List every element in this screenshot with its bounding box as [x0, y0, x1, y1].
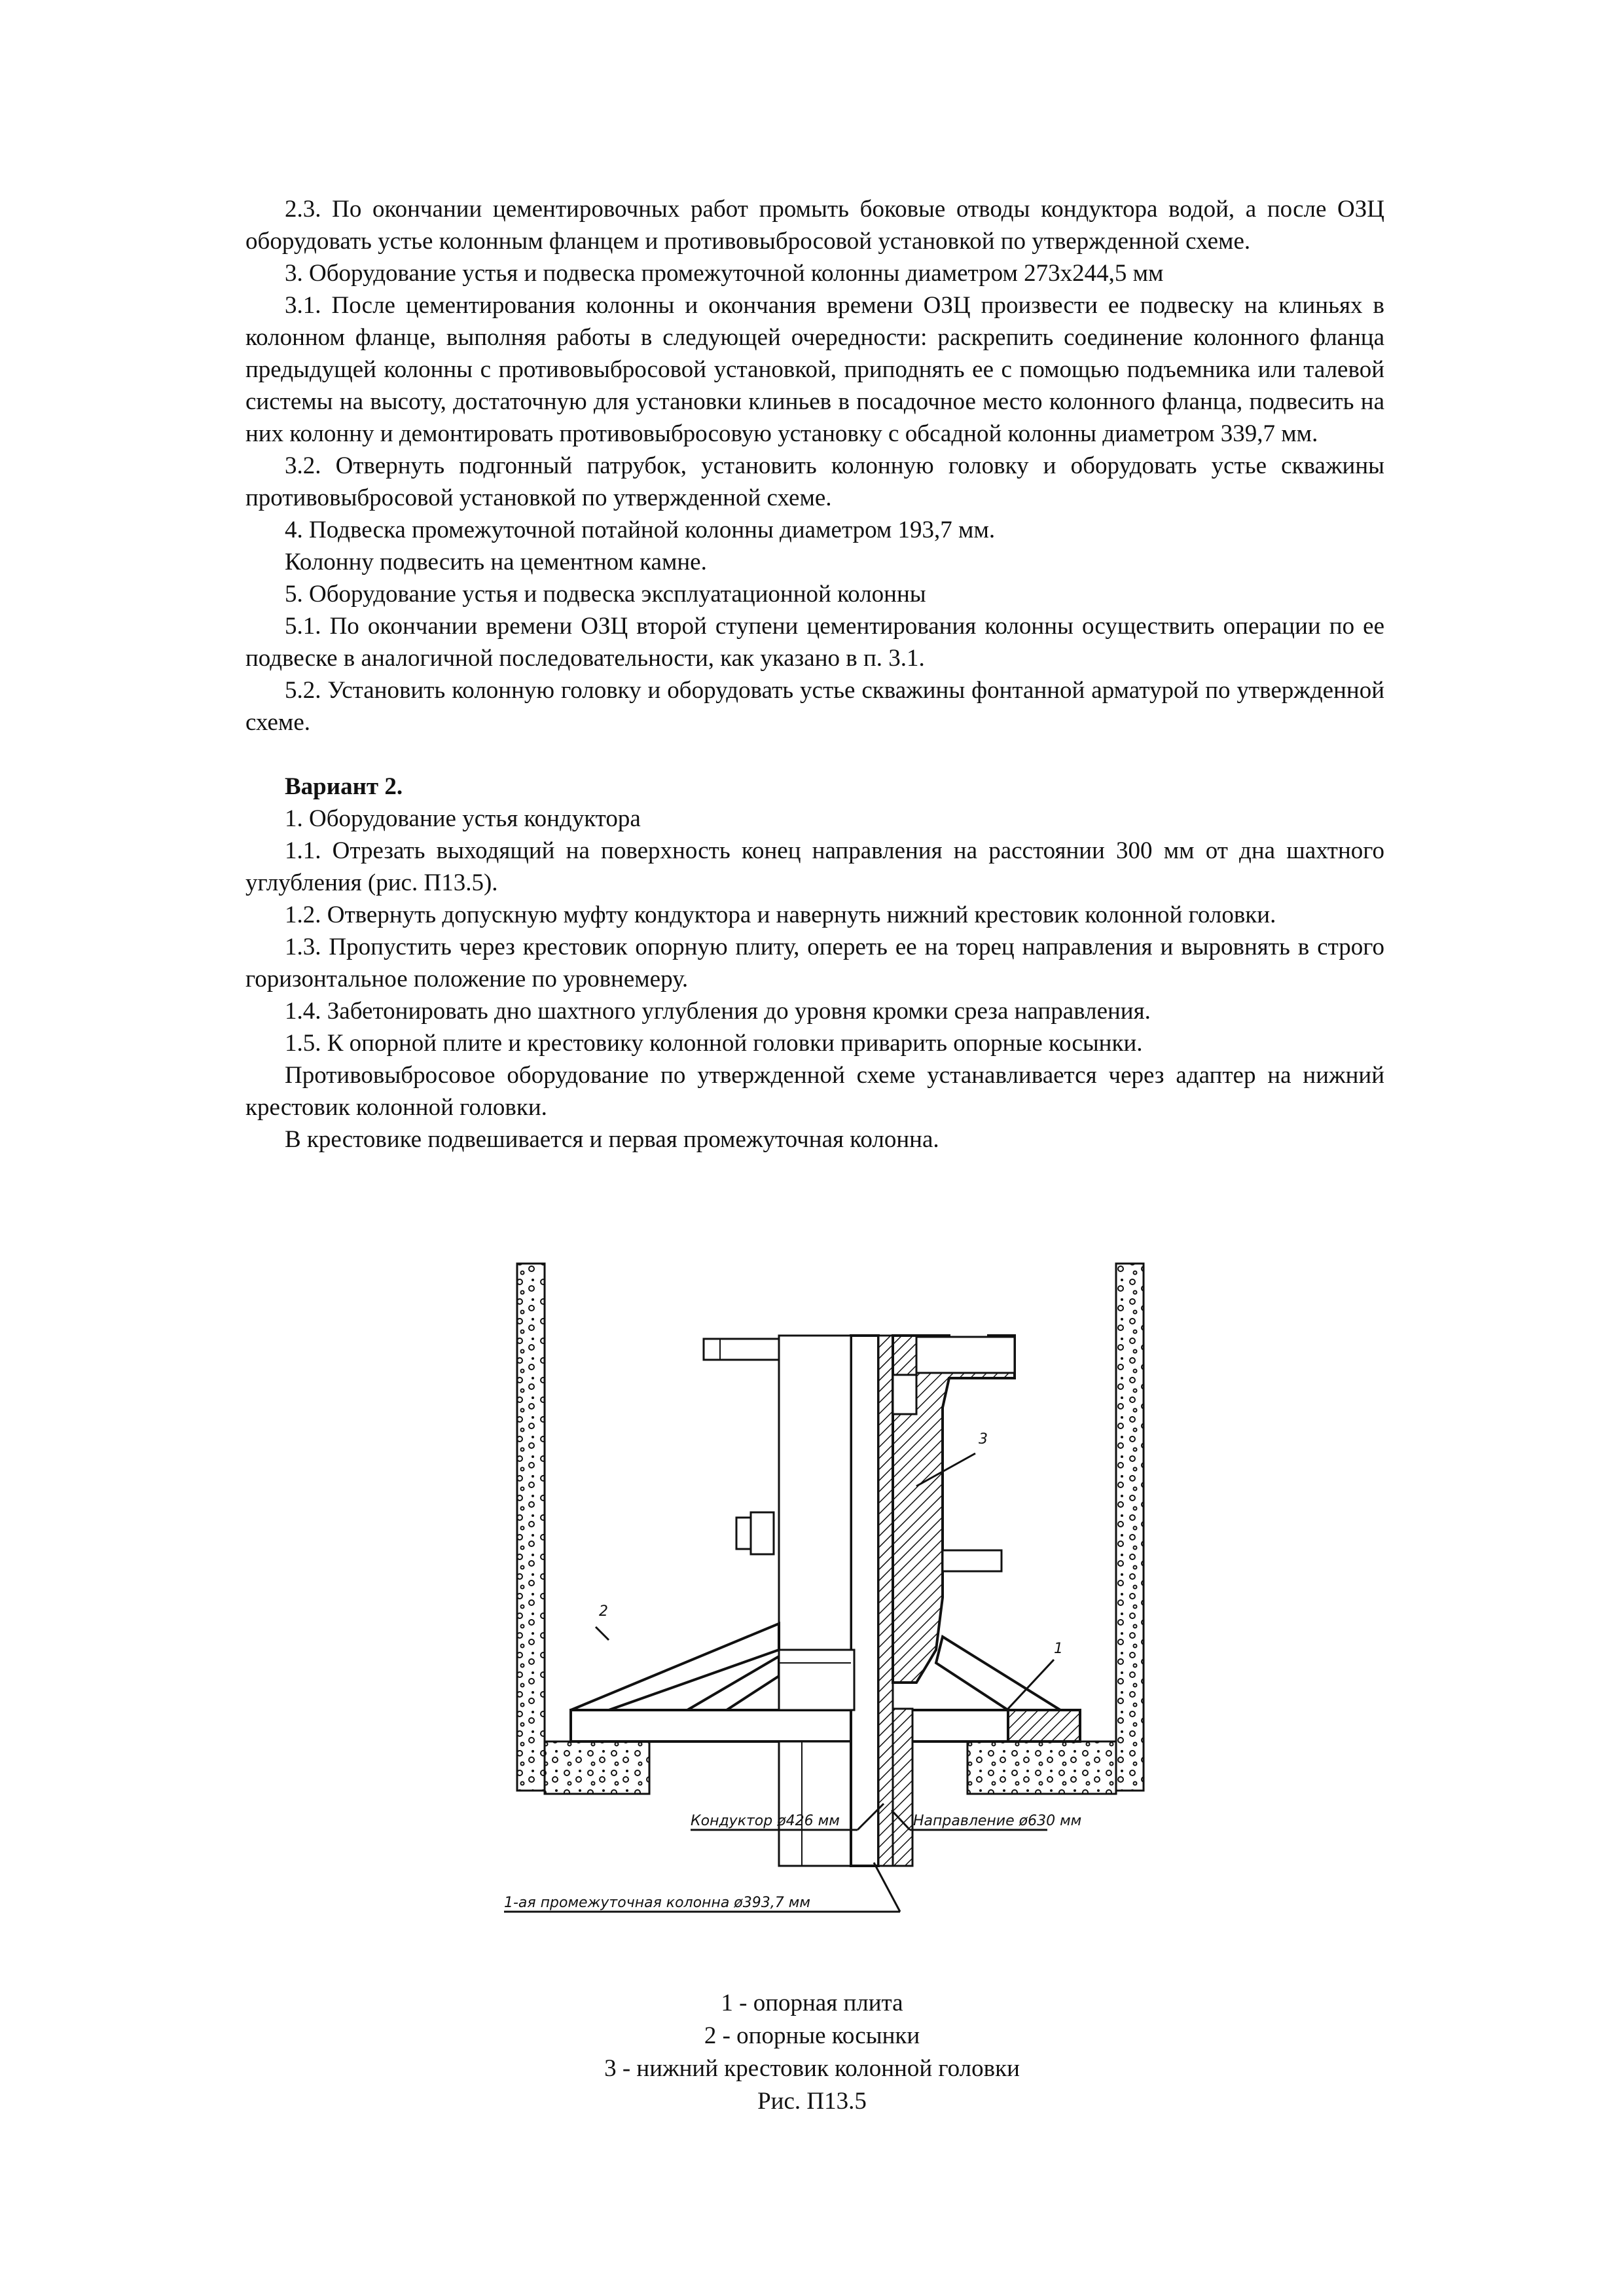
pit-wall-right	[1116, 1264, 1144, 1791]
pit-wall-left	[517, 1264, 545, 1791]
concrete-floor-right	[967, 1741, 1116, 1794]
casing-wall-hatched	[878, 1336, 893, 1866]
paragraph: 2.3. По окончании цементировочных работ промыть боковые отводы кондуктора водой, а после ОЗЦ оборудовать устье колонным фланцем и противовыбросовой установкой по утвержденной схеме.	[245, 196, 1384, 255]
body-text	[245, 193, 1384, 1156]
paragraph: Противовыбросовое оборудование по утвержденной схеме устанавливается через адаптер на нижний крестовик колонной головки.	[245, 1062, 1384, 1121]
callout-1: 1	[1054, 1641, 1063, 1657]
paragraph: 5.2. Установить колонную головку и оборудовать устье скважины фонтанной арматурой по утвержденной схеме.	[245, 677, 1384, 736]
paragraph: 1. Оборудование устья кондуктора	[285, 805, 641, 832]
legend-item: 1 - опорная плита	[721, 1990, 903, 2016]
label-conductor: Кондуктор ø426 мм	[691, 1813, 840, 1829]
label-intermediate-column: 1-ая промежуточная колонна ø393,7 мм	[504, 1895, 810, 1911]
paragraph: 1.1. Отрезать выходящий на поверхность конец направления на расстоянии 300 мм от дна шахтного углубления (рис. П13.5).	[245, 837, 1384, 896]
paragraph: 3. Оборудование устья и подвеска промежуточной колонны диаметром 273x244,5 мм	[285, 260, 1164, 287]
paragraph: 1.2. Отвернуть допускную муфту кондуктора и навернуть нижний крестовик колонной головки.	[285, 902, 1276, 928]
legend-item: 2 - опорные косынки	[704, 2022, 920, 2049]
concrete-floor-left	[545, 1741, 649, 1794]
paragraph: 5.1. По окончании времени ОЗЦ второй ступени цементирования колонны осуществить операции по ее подвеске в аналогичной последовательности, как указано в п. 3.1.	[245, 613, 1384, 672]
side-outlet	[943, 1550, 1001, 1571]
wellhead-diagram	[491, 1257, 1146, 1944]
callout-3: 3	[979, 1431, 988, 1448]
legend-item: 3 - нижний крестовик колонной головки	[604, 2055, 1020, 2082]
central-casing	[851, 1336, 878, 1866]
conductor-lower	[779, 1741, 851, 1866]
support-plate	[571, 1710, 872, 1741]
paragraph: 1.3. Пропустить через крестовик опорную плиту, опереть ее на торец направления и выровнять в строго горизонтальное положение по уровнемеру.	[245, 934, 1384, 993]
paragraph: 3.2. Отвернуть подгонный патрубок, установить колонную головку и оборудовать устье скважины противовыбросовой установкой по утвержденной схеме.	[245, 452, 1384, 511]
paragraph: 5. Оборудование устья и подвеска эксплуатационной колонны	[285, 581, 926, 608]
paragraph: Колонну подвесить на цементном камне.	[285, 549, 707, 575]
callout-2: 2	[599, 1603, 608, 1620]
support-plate-right-hatched	[1008, 1710, 1080, 1741]
figure-caption: Рис. П13.5	[757, 2088, 867, 2115]
paragraph: 1.5. К опорной плите и крестовику колонной головки приварить опорные косынки.	[285, 1030, 1143, 1057]
figure-legend	[0, 1987, 1624, 2118]
wellhead-drawing	[491, 1257, 1146, 1944]
paragraph: 4. Подвеска промежуточной потайной колонны диаметром 193,7 мм.	[285, 517, 996, 543]
paragraph: 3.1. После цементирования колонны и окончания времени ОЗЦ произвести ее подвеску на клиньях в колонном фланце, выполняя работы в следующей очередности: раскрепить соединение колонного фланца предыдущей колонны с противовыбросовой установкой, приподнять ее с помощью подъемника или талевой системы на высоту, достаточную для установки клиньев в посадочное место колонного фланца, подвесить на них колонну и демонтировать противовыбросовую установку с обсадной колонны диаметром 339,7 мм.	[245, 292, 1384, 447]
paragraph: В крестовике подвешивается и первая промежуточная колонна.	[285, 1126, 939, 1153]
paragraph: 1.4. Забетонировать дно шахтного углубления до уровня кромки среза направления.	[285, 998, 1151, 1025]
variant-heading: Вариант 2.	[285, 773, 403, 800]
label-direction: Направление ø630 мм	[913, 1813, 1082, 1829]
